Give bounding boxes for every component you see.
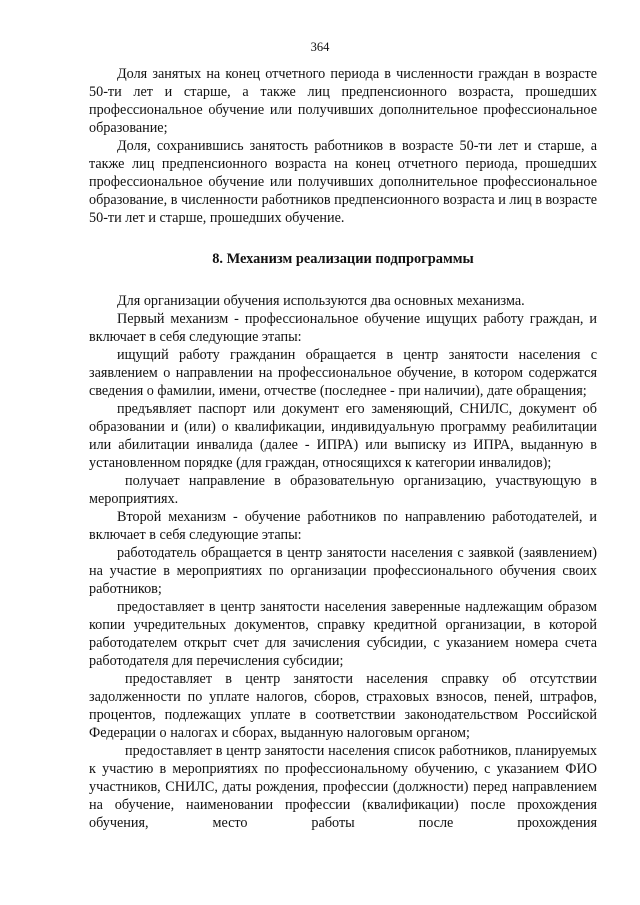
- paragraph: работодатель обращается в центр занятости населения с заявкой (заявлением) на участие в мероприятиях по организации профессионального обучения своих работников;: [89, 545, 597, 597]
- section-heading: 8. Механизм реализации подпрограммы: [212, 251, 474, 267]
- paragraph: предоставляет в центр занятости населения список работников, планируемых к участию в мероприятиях по профессиональному обучению, с указанием ФИО участников, СНИЛС, даты рождения, профессии (должности) перед направлением на обучение, наименовании профессии (квалификации) после прохождения обучения, место работы после прохождения: [89, 743, 597, 831]
- paragraph: Первый механизм - профессиональное обучение ищущих работу граждан, и включает в себя следующие этапы:: [89, 311, 597, 345]
- page-number: 364: [310, 40, 330, 54]
- document-body: [89, 65, 597, 832]
- paragraph: предоставляет в центр занятости населения заверенные надлежащим образом копии учредительных документов, справку кредитной организации, в которой работодателем открыт счет для зачисления субсидии, с указанием номера счета работодателя для перечисления субсидии;: [89, 599, 597, 669]
- paragraph: Доля занятых на конец отчетного периода в численности граждан в возрасте 50-ти лет и старше, а также лиц предпенсионного возраста, прошедших профессиональное обучение или получивших дополнительное профессиональное образование;: [89, 66, 597, 136]
- paragraph: предъявляет паспорт или документ его заменяющий, СНИЛС, документ об образовании и (или) о квалификации, индивидуальную программу реабилитации или абилитации инвалида (далее - ИПРА) или выписку из ИПРА, выданную в установленном порядке (для граждан, относящихся к категории инвалидов);: [89, 401, 597, 471]
- paragraph: ищущий работу гражданин обращается в центр занятости населения с заявлением о направлении на профессиональное обучение, в котором содержатся сведения о фамилии, имени, отчестве (последнее - при наличии), дате обращения;: [89, 347, 597, 399]
- paragraph: получает направление в образовательную организацию, участвующую в мероприятиях.: [89, 473, 597, 507]
- paragraph: Второй механизм - обучение работников по направлению работодателей, и включает в себя следующие этапы:: [89, 509, 597, 543]
- paragraph: Доля, сохранившись занятость работников в возрасте 50-ти лет и старше, а также лиц предпенсионного возраста на конец отчетного периода, прошедших профессиональное обучение или получивших дополнительное профессиональное образование, в численности работников предпенсионного возраста и лиц в возрасте 50-ти лет и старше, прошедших обучение.: [89, 138, 597, 226]
- paragraph: Для организации обучения используются два основных механизма.: [117, 293, 525, 309]
- paragraph: предоставляет в центр занятости населения справку об отсутствии задолженности по уплате налогов, сборов, страховых взносов, пеней, штрафов, процентов, подлежащих уплате в соответствии законодательством Российской Федерации о налогах и сборах, выданную налоговым органом;: [89, 671, 597, 741]
